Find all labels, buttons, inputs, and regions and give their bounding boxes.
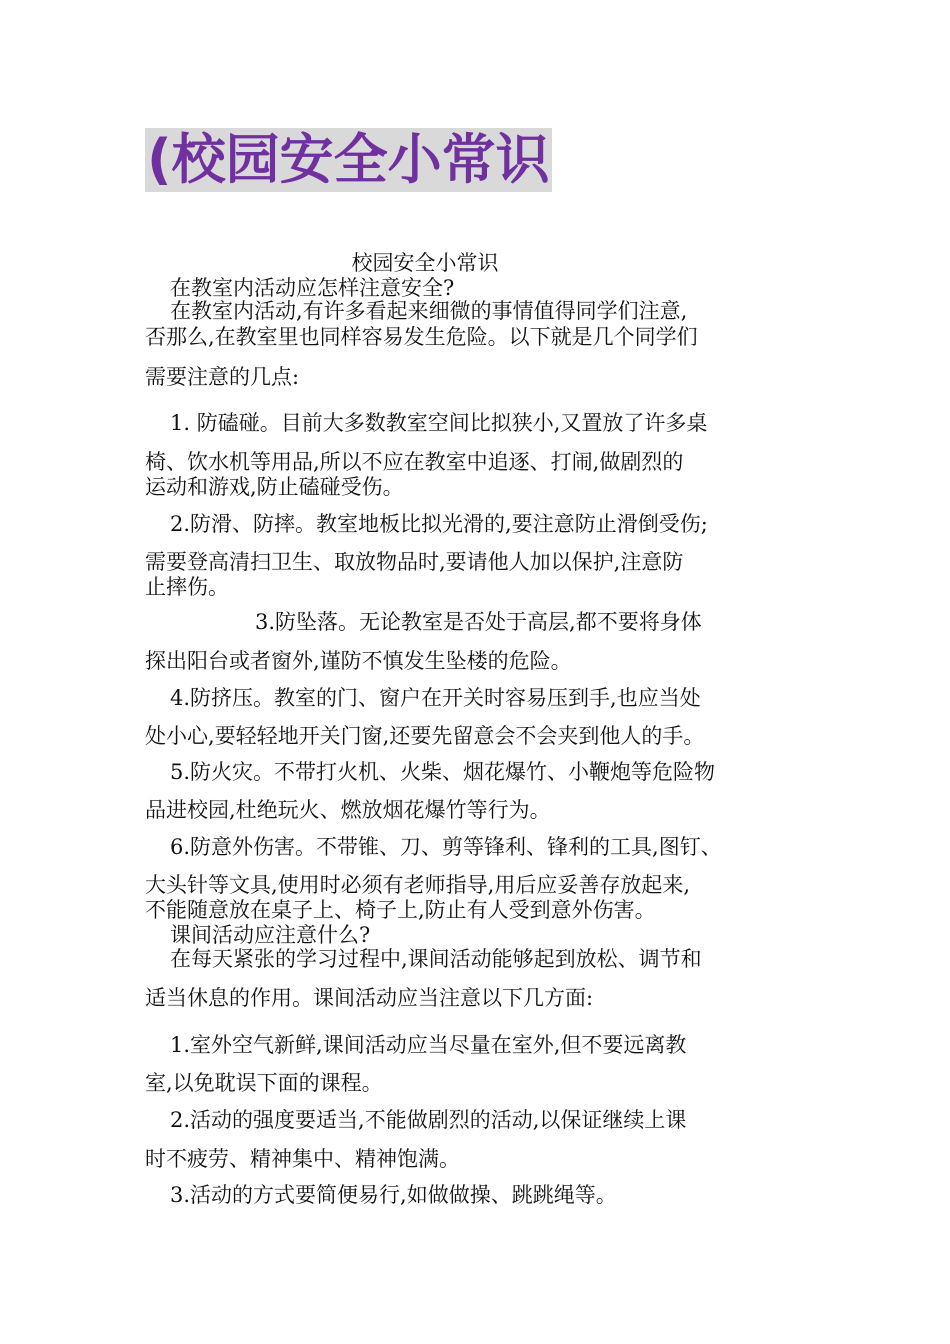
paragraph-line: 需要注意的几点:	[145, 365, 300, 389]
list-item: 5.防火灾。不带打火机、火柴、烟花爆竹、小鞭炮等危险物	[170, 760, 716, 784]
list-item: 1. 防磕碰。目前大多数教室空间比拟狭小,又置放了许多桌	[170, 411, 708, 435]
paragraph-line: 品进校园,杜绝玩火、燃放烟花爆竹等行为。	[145, 798, 551, 822]
list-item: 2.防滑、防摔。教室地板比拟光滑的,要注意防止滑倒受伤;	[170, 512, 708, 536]
paragraph-line: 止摔伤。	[145, 575, 229, 599]
paragraph-line: 在教室内活动,有许多看起来细微的事情值得同学们注意,	[170, 299, 688, 323]
paragraph-line: 不能随意放在桌子上、椅子上,防止有人受到意外伤害。	[145, 898, 656, 922]
list-item: 6.防意外伤害。不带锥、刀、剪等锋利、锋利的工具,图钉、	[170, 835, 722, 859]
paragraph-line: 椅、饮水机等用品,所以不应在教室中追逐、打闹,做剧烈的	[145, 450, 684, 474]
subtitle: 校园安全小常识	[351, 251, 499, 275]
list-item: 1.室外空气新鲜,课间活动应当尽量在室外,但不要远离教	[170, 1033, 687, 1057]
paragraph-line: 否那么,在教室里也同样容易发生危险。以下就是几个同学们	[145, 325, 698, 349]
paragraph-line: 时不疲劳、精神集中、精神饱满。	[145, 1147, 460, 1171]
section-heading: 在教室内活动应怎样注意安全?	[170, 276, 455, 300]
paragraph-line: 大头针等文具,使用时必须有老师指导,用后应妥善存放起来,	[145, 873, 691, 897]
paragraph-line: 探出阳台或者窗外,谨防不慎发生坠楼的危险。	[145, 649, 572, 673]
main-title: (校园安全小常识	[147, 128, 550, 191]
list-item: 3.防坠落。无论教室是否处于高层,都不要将身体	[255, 610, 702, 634]
list-item: 3.活动的方式要简便易行,如做做操、跳跳绳等。	[170, 1183, 617, 1207]
paragraph-line: 运动和游戏,防止磕碰受伤。	[145, 475, 404, 499]
paragraph-line: 在每天紧张的学习过程中,课间活动能够起到放松、调节和	[170, 947, 702, 971]
paragraph-line: 处小心,要轻轻地开关门窗,还要先留意会不会夹到他人的手。	[145, 724, 705, 748]
section-heading: 课间活动应注意什么?	[170, 923, 371, 947]
paragraph-line: 需要登高清扫卫生、取放物品时,要请他人加以保护,注意防	[145, 550, 684, 574]
list-item: 4.防挤压。教室的门、窗户在开关时容易压到手,也应当处	[170, 686, 701, 710]
paragraph-line: 适当休息的作用。课间活动应当注意以下几方面:	[145, 986, 594, 1010]
paragraph-line: 室,以免耽误下面的课程。	[145, 1071, 383, 1095]
list-item: 2.活动的强度要适当,不能做剧烈的活动,以保证继续上课	[170, 1108, 687, 1132]
